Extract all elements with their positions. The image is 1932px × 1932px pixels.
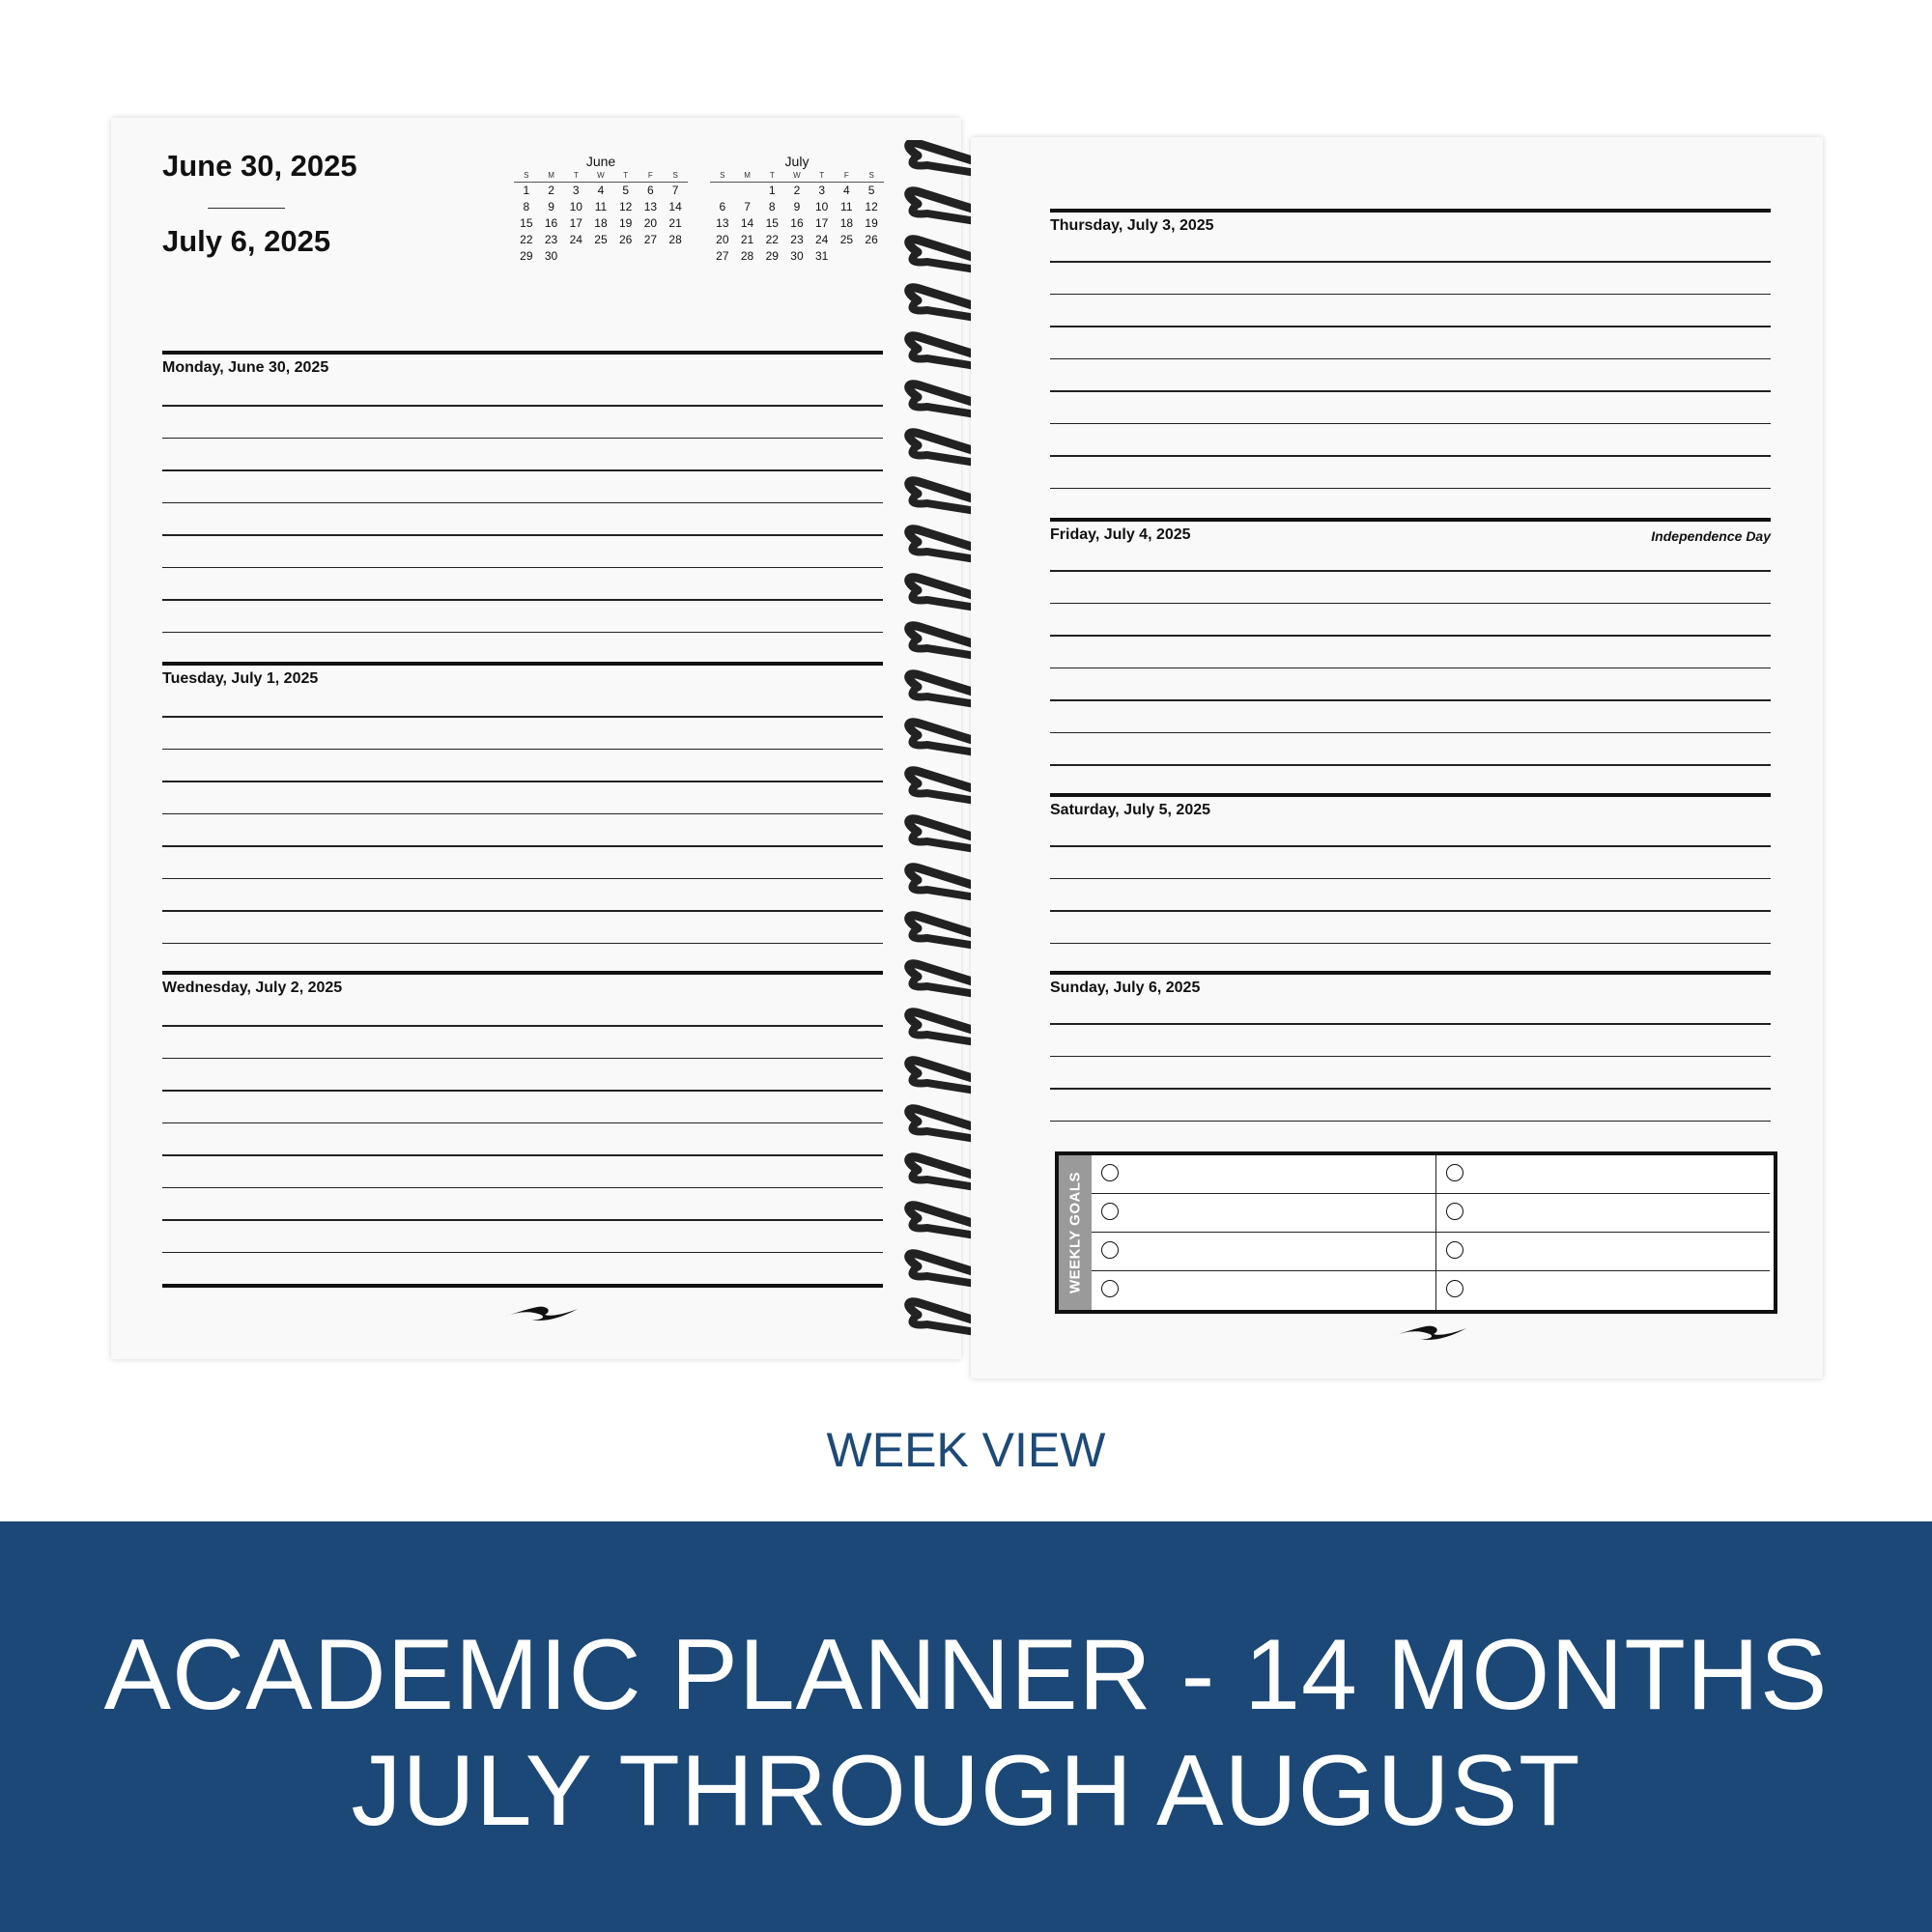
calendar-day: 30 — [790, 249, 804, 263]
calendar-day — [835, 248, 860, 265]
calendar-day: 29 — [520, 249, 533, 263]
weekday-header: F — [835, 170, 860, 183]
writing-line[interactable] — [1050, 764, 1771, 766]
writing-line[interactable] — [1050, 261, 1771, 263]
day-label: Thursday, July 3, 2025 — [1050, 217, 1214, 234]
writing-line[interactable] — [162, 405, 883, 407]
writing-line[interactable] — [162, 502, 883, 504]
calendar-day: 6 — [647, 184, 654, 197]
writing-line[interactable] — [162, 1058, 883, 1060]
calendar-day: 14 — [740, 216, 754, 230]
week-start-date: June 30, 2025 — [162, 149, 357, 183]
day-label: Wednesday, July 2, 2025 — [162, 980, 343, 996]
calendar-day: 12 — [865, 200, 878, 213]
writing-line[interactable] — [1050, 358, 1771, 360]
weekday-header: W — [784, 170, 810, 183]
day-section — [1050, 209, 1771, 490]
mini-calendar-june — [514, 153, 688, 265]
writing-line[interactable] — [1050, 390, 1771, 392]
goal-checkbox[interactable] — [1101, 1164, 1119, 1181]
goal-row[interactable] — [1436, 1155, 1770, 1194]
calendar-day: 11 — [594, 200, 608, 213]
weekday-header: T — [563, 170, 588, 183]
writing-line[interactable] — [1050, 845, 1771, 847]
calendar-day: 11 — [840, 200, 853, 213]
day-section — [1050, 971, 1771, 1122]
writing-line[interactable] — [162, 749, 883, 751]
goal-checkbox[interactable] — [1101, 1280, 1119, 1297]
calendar-day: 6 — [719, 200, 726, 213]
weekday-header: W — [588, 170, 613, 183]
calendar-day: 24 — [569, 233, 582, 246]
left-planner-page — [111, 118, 961, 1359]
calendar-day: 27 — [643, 233, 658, 246]
writing-line[interactable] — [162, 534, 883, 536]
calendar-day: 16 — [544, 216, 558, 230]
calendar-day: 20 — [716, 233, 729, 246]
calendar-day: 10 — [814, 200, 829, 213]
writing-line[interactable] — [1050, 910, 1771, 912]
calendar-day: 13 — [716, 216, 729, 230]
writing-line[interactable] — [162, 1122, 883, 1124]
weekday-header: M — [539, 170, 564, 183]
calendar-day: 7 — [671, 184, 679, 197]
calendar-day: 24 — [814, 233, 829, 246]
calendar-day: 3 — [818, 184, 825, 197]
writing-line[interactable] — [162, 716, 883, 718]
day-label: Monday, June 30, 2025 — [162, 359, 329, 376]
weekly-goals-label: WEEKLY GOALS — [1066, 1171, 1084, 1294]
page-bottom-rule — [162, 1284, 883, 1288]
writing-line[interactable] — [162, 845, 883, 847]
writing-line[interactable] — [162, 567, 883, 569]
calendar-day: 15 — [765, 216, 779, 230]
mini-calendar-july — [710, 153, 884, 265]
calendar-day — [859, 248, 884, 265]
calendar-day — [710, 183, 735, 200]
writing-line[interactable] — [1050, 488, 1771, 490]
calendar-day: 1 — [768, 184, 776, 197]
day-label: Saturday, July 5, 2025 — [1050, 802, 1211, 818]
weekday-header: S — [710, 170, 735, 183]
weekly-goals-tab — [1059, 1155, 1092, 1310]
writing-line[interactable] — [1050, 878, 1771, 880]
writing-line[interactable] — [162, 910, 883, 912]
calendar-day: 21 — [668, 216, 682, 230]
writing-line[interactable] — [1050, 326, 1771, 327]
writing-line[interactable] — [1050, 732, 1771, 734]
calendar-day: 13 — [643, 200, 658, 213]
goal-row[interactable] — [1436, 1233, 1770, 1271]
holiday-note: Independence Day — [1651, 528, 1771, 544]
calendar-day — [588, 248, 613, 265]
calendar-day — [663, 248, 688, 265]
calendar-day: 18 — [594, 216, 608, 230]
calendar-day: 26 — [865, 233, 878, 246]
goal-row[interactable] — [1092, 1194, 1435, 1233]
weekday-header: T — [613, 170, 639, 183]
banner-headline: ACADEMIC PLANNER - 14 MONTHS — [103, 1619, 1829, 1731]
writing-line[interactable] — [162, 1219, 883, 1221]
day-section — [162, 351, 883, 634]
writing-line[interactable] — [162, 943, 883, 945]
calendar-day: 16 — [790, 216, 804, 230]
calendar-day: 30 — [544, 249, 558, 263]
writing-line[interactable] — [1050, 635, 1771, 637]
calendar-day — [735, 183, 760, 200]
calendar-day: 9 — [793, 200, 801, 213]
calendar-day: 22 — [520, 233, 533, 246]
calendar-day: 5 — [622, 184, 629, 197]
weekday-header: S — [859, 170, 884, 183]
calendar-day: 27 — [716, 249, 729, 263]
day-section — [162, 971, 883, 1254]
product-banner — [0, 1521, 1932, 1932]
writing-line[interactable] — [1050, 423, 1771, 425]
writing-line[interactable] — [1050, 668, 1771, 669]
writing-line[interactable] — [162, 781, 883, 782]
goal-row[interactable] — [1436, 1194, 1770, 1233]
goal-checkbox[interactable] — [1101, 1241, 1119, 1259]
day-section — [1050, 793, 1771, 945]
calendar-day: 4 — [843, 184, 850, 197]
day-label: Sunday, July 6, 2025 — [1050, 980, 1201, 996]
writing-line[interactable] — [162, 1090, 883, 1092]
calendar-day: 7 — [744, 200, 751, 213]
goal-checkbox[interactable] — [1446, 1203, 1463, 1220]
weekday-header: S — [663, 170, 688, 183]
writing-line[interactable] — [1050, 1121, 1771, 1122]
day-section — [162, 662, 883, 945]
calendar-day: 25 — [839, 233, 854, 246]
writing-line[interactable] — [162, 1025, 883, 1027]
calendar-day: 28 — [668, 233, 682, 246]
writing-line[interactable] — [1050, 603, 1771, 605]
week-view-caption: WEEK VIEW — [826, 1423, 1106, 1477]
mini-calendar-month: June — [585, 154, 616, 169]
calendar-day: 19 — [865, 216, 878, 230]
writing-line[interactable] — [162, 438, 883, 440]
calendar-day: 17 — [814, 216, 829, 230]
writing-line[interactable] — [1050, 699, 1771, 701]
calendar-day — [613, 248, 639, 265]
writing-line[interactable] — [1050, 943, 1771, 945]
goal-checkbox[interactable] — [1101, 1203, 1119, 1220]
calendar-day: 22 — [765, 233, 779, 246]
goal-row[interactable] — [1092, 1233, 1435, 1271]
calendar-day: 2 — [793, 184, 801, 197]
calendar-day: 9 — [548, 200, 554, 213]
weekday-header: M — [735, 170, 760, 183]
calendar-day: 23 — [790, 233, 804, 246]
calendar-day — [563, 248, 588, 265]
calendar-day: 5 — [867, 184, 875, 197]
calendar-day — [639, 248, 664, 265]
day-label: Tuesday, July 1, 2025 — [162, 670, 319, 687]
calendar-day: 14 — [668, 200, 682, 213]
writing-line[interactable] — [1050, 1023, 1771, 1025]
goal-row[interactable] — [1092, 1155, 1435, 1194]
goal-row[interactable] — [1092, 1271, 1435, 1309]
weekday-header: F — [639, 170, 664, 183]
goal-checkbox[interactable] — [1446, 1280, 1463, 1297]
weekly-goals-box — [1055, 1151, 1777, 1314]
goal-checkbox[interactable] — [1446, 1241, 1463, 1259]
calendar-day: 21 — [740, 233, 754, 246]
writing-line[interactable] — [162, 1252, 883, 1254]
writing-line[interactable] — [1050, 1056, 1771, 1058]
calendar-day: 26 — [618, 233, 633, 246]
calendar-day: 2 — [548, 184, 554, 197]
calendar-day: 20 — [643, 216, 658, 230]
calendar-day: 10 — [569, 200, 582, 213]
writing-line[interactable] — [162, 1154, 883, 1156]
calendar-day: 4 — [597, 184, 605, 197]
weekday-header: T — [759, 170, 784, 183]
calendar-day: 23 — [544, 233, 558, 246]
writing-line[interactable] — [162, 1187, 883, 1189]
calendar-day: 8 — [523, 200, 530, 213]
weekday-header: S — [514, 170, 539, 183]
day-label: Friday, July 4, 2025 — [1050, 526, 1191, 543]
calendar-day: 28 — [740, 249, 754, 263]
writing-line[interactable] — [1050, 294, 1771, 296]
calendar-day: 25 — [594, 233, 608, 246]
banner-subheadline: JULY THROUGH AUGUST — [351, 1735, 1581, 1847]
title-separator — [208, 208, 285, 209]
writing-line[interactable] — [162, 813, 883, 815]
calendar-day: 1 — [523, 184, 530, 197]
calendar-day: 18 — [839, 216, 854, 230]
goal-checkbox[interactable] — [1446, 1164, 1463, 1181]
calendar-day: 8 — [768, 200, 776, 213]
right-planner-page — [971, 137, 1823, 1378]
day-section — [1050, 518, 1771, 766]
calendar-day: 15 — [520, 216, 533, 230]
brand-logo-icon — [502, 1301, 580, 1324]
writing-line[interactable] — [162, 878, 883, 880]
calendar-day: 31 — [814, 249, 829, 263]
week-end-date: July 6, 2025 — [162, 224, 331, 258]
calendar-day: 29 — [765, 249, 779, 263]
writing-line[interactable] — [1050, 455, 1771, 457]
calendar-day: 12 — [618, 200, 633, 213]
writing-line[interactable] — [162, 632, 883, 634]
goal-row[interactable] — [1436, 1271, 1770, 1309]
mini-calendar-month: July — [784, 154, 810, 169]
writing-line[interactable] — [1050, 1088, 1771, 1090]
writing-line[interactable] — [1050, 570, 1771, 572]
calendar-day: 17 — [569, 216, 582, 230]
writing-line[interactable] — [162, 599, 883, 601]
brand-logo-icon — [1391, 1321, 1468, 1344]
calendar-day: 19 — [618, 216, 633, 230]
calendar-day: 3 — [572, 184, 580, 197]
writing-line[interactable] — [162, 469, 883, 471]
weekday-header: T — [810, 170, 835, 183]
